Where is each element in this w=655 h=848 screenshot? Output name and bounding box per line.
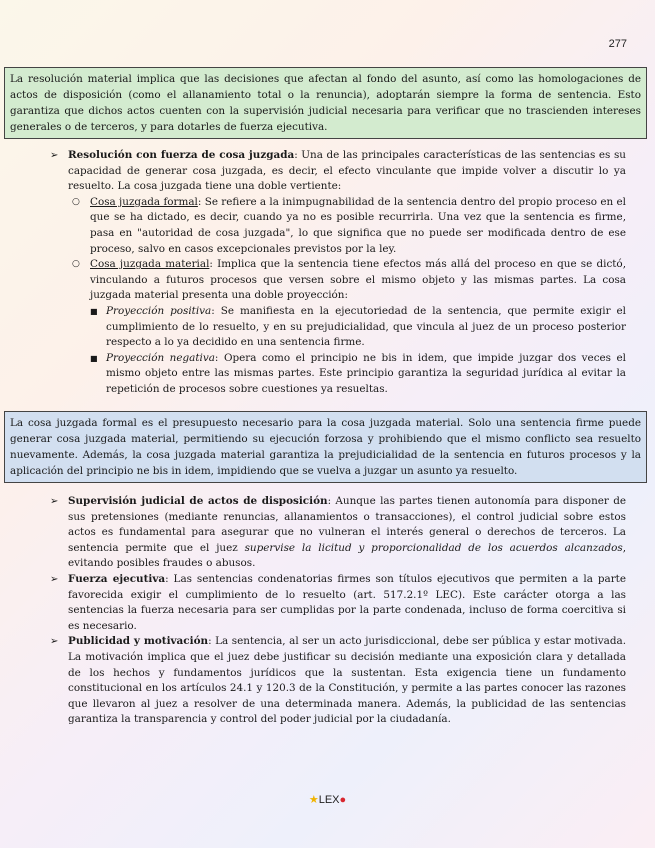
square-bullet-icon: ■	[90, 353, 98, 363]
list-item-cosa-juzgada-formal	[50, 195, 626, 257]
summary-box-green: La resolución material implica que las decisiones que afectan al fondo del asunto, así como las homologaciones de actos de disposición (como el allanamiento total o la renuncia), adoptarán siempre la forma de sentencia. Esto garantiza que dichos actos cuenten con la supervisión judicial necesaria para verificar que no trascienden intereses generales o de terceros, y para dotarles de fuerza ejecutiva.	[4, 67, 647, 139]
list-item-proyeccion-negativa	[50, 351, 626, 398]
list-item-supervision	[50, 494, 626, 572]
item-text: : Se manifiesta en la ejecutoriedad de la sentencia, que permite exigir el cumplimiento de lo resuelto, y en su prejudicialidad, que vincula al juez de un proceso posterior respecto a lo ya decidido en una sentencia firme.	[106, 304, 626, 349]
item-italic-text: supervise la licitud y proporcionalidad de los acuerdos alcanzados	[244, 541, 623, 554]
arrow-bullet-icon: ➢	[50, 496, 59, 507]
item-title: Cosa juzgada formal	[90, 195, 198, 208]
item-text: : Implica que la sentencia tiene efectos más allá del proceso en que se dictó, vinculando a futuros procesos que versen sobre el mismo objeto y las mismas partes. La cosa juzgada material presenta una doble proyección:	[90, 258, 626, 302]
item-title: Supervisión judicial de actos de disposición	[68, 495, 328, 507]
section-caracteristicas	[50, 494, 626, 728]
item-text: : Opera como el principio ne bis in idem, que impide juzgar dos veces el mismo objeto entre las mismas partes. Este principio garantiza la seguridad jurídica al evitar la repetición de procesos sobre cuestiones ya resueltas.	[106, 351, 626, 395]
footer-logo	[0, 793, 655, 806]
item-title: Resolución con fuerza de cosa juzgada	[68, 149, 295, 161]
item-text: : La sentencia, al ser un acto jurisdiccional, debe ser pública y estar motivada. La motivación implica que el juez debe justificar su decisión mediante una exposición clara y detallada de los hechos y fundamentos jurídicos que la sustentan. Esta exigencia tiene un fundamento constitucional en los artículos 24.1 y 120.3 de la Constitución, y permite a las partes conocer las razones que llevaron al juez a resolver de una determinada manera. Además, la publicidad de las sentencias garantiza la transparencia y control del poder judicial por la ciudadanía.	[68, 635, 626, 726]
item-text: : Se refiere a la inimpugnabilidad de la sentencia dentro del propio proceso en el que se ha dictado, es decir, cuando ya no es posible recurrirla. Una vez que la sentencia es firme, pasa en "autoridad de cosa juzgada", lo que significa que no puede ser modificada dentro de ese proceso, salvo en casos excepcionales previstos por la ley.	[90, 195, 627, 255]
circle-bullet-icon: ○	[72, 196, 80, 207]
list-item-cosa-juzgada-material	[50, 257, 626, 304]
item-text: : Una de las principales características de las sentencias es su capacidad de generar cosa juzgada, es decir, el efecto vinculante que impide volver a discutir lo ya resuelto. La cosa juzgada tiene una doble vertiente:	[68, 149, 626, 193]
arrow-bullet-icon: ➢	[50, 150, 59, 161]
drop-icon: ●	[339, 794, 347, 806]
list-item-cosa-juzgada	[50, 148, 626, 195]
arrow-bullet-icon: ➢	[50, 636, 59, 648]
summary-box-blue: La cosa juzgada formal es el presupuesto necesario para la cosa juzgada material. Solo una sentencia firme puede generar cosa juzgada material, permitiendo su ejecución forzosa y prohibiendo que el mismo conflicto sea resuelto nuevamente. Además, la cosa juzgada material garantiza la prejudicialidad de la sentencia en futuros procesos y la aplicación del principio ne bis in idem, impidiendo que se vuelva a juzgar un asunto ya resuelto.	[4, 411, 647, 483]
star-icon: ★	[308, 794, 319, 806]
square-bullet-icon: ■	[90, 306, 98, 316]
page-number: 277	[608, 38, 627, 50]
item-title: Fuerza ejecutiva	[68, 572, 166, 585]
item-title: Cosa juzgada material	[90, 258, 210, 271]
circle-bullet-icon: ○	[72, 259, 80, 270]
item-title: Proyección negativa	[106, 351, 215, 364]
section-cosa-juzgada	[50, 148, 626, 398]
item-text-end: , evitando posibles fraudes o abusos.	[68, 541, 627, 570]
list-item-publicidad	[50, 634, 626, 728]
item-text: : Las sentencias condenatorias firmes son títulos ejecutivos que permiten a la parte favorecida exigir el cumplimiento de lo resuelto (art. 517.2.1º LEC). Este carácter otorga a las sentencias la fuerza necesaria para ser cumplidas por la parte condenada, incluso de forma coercitiva si es necesario.	[68, 572, 626, 632]
item-title: Proyección positiva	[106, 304, 212, 317]
item-text: : Aunque las partes tienen autonomía para disponer de sus pretensiones (mediante renuncias, allanamientos o transacciones), el control judicial sobre estos actos es fundamental para asegurar que no vulneran el interés general o derechos de terceros. La sentencia permite que el juez	[68, 495, 626, 554]
list-item-fuerza-ejecutiva	[50, 572, 626, 634]
list-item-proyeccion-positiva	[50, 304, 626, 351]
item-title: Publicidad y motivación	[68, 635, 209, 648]
arrow-bullet-icon: ➢	[50, 573, 59, 585]
footer-label: LEX	[318, 794, 340, 806]
